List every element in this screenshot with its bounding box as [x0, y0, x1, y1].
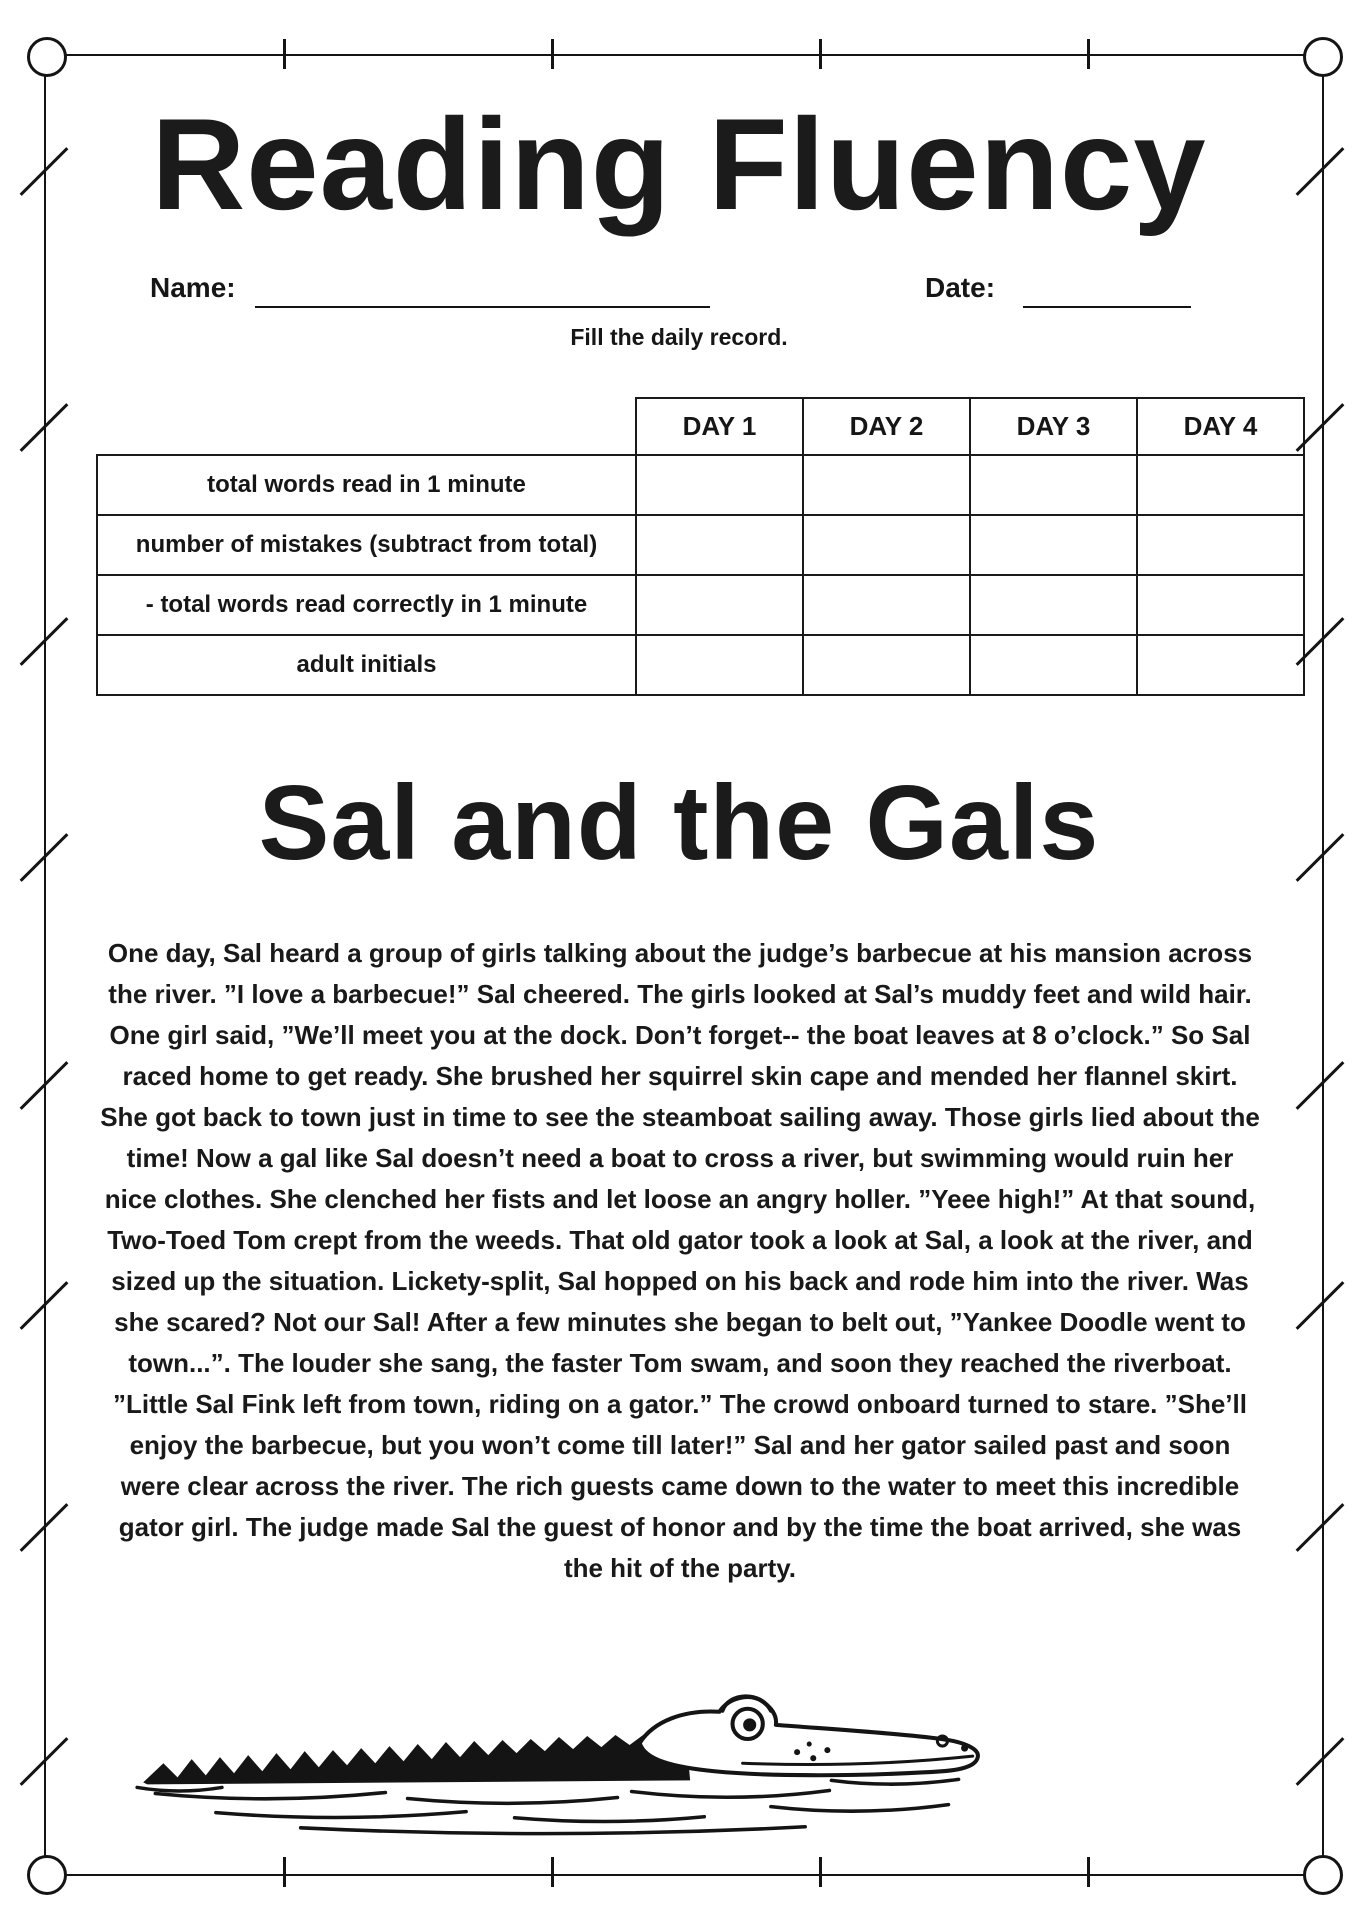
- row-label-adult-initials: adult initials: [97, 635, 636, 695]
- daily-record-table: [96, 397, 1305, 696]
- day-2-header: DAY 2: [803, 398, 970, 455]
- day-3-header: DAY 3: [970, 398, 1137, 455]
- alligator-swimming-icon: [118, 1628, 1008, 1850]
- entry-cell[interactable]: [970, 515, 1137, 575]
- entry-cell[interactable]: [636, 635, 803, 695]
- entry-cell[interactable]: [803, 635, 970, 695]
- entry-cell[interactable]: [970, 635, 1137, 695]
- bottom-tick-mark: [283, 1857, 286, 1887]
- top-tick-mark: [819, 39, 822, 69]
- date-input-line[interactable]: [1023, 306, 1191, 308]
- entry-cell[interactable]: [803, 455, 970, 515]
- bottom-tick-mark: [551, 1857, 554, 1887]
- entry-cell[interactable]: [803, 515, 970, 575]
- entry-cell[interactable]: [970, 455, 1137, 515]
- table-row: [97, 575, 1304, 635]
- name-input-line[interactable]: [255, 306, 710, 308]
- story-text: One day, Sal heard a group of girls talking about the judge’s barbecue at his mansion across the river. ”I love a barbecue!” Sal cheered. The girls looked at Sal’s muddy feet and wild hair. One girl said, ”We’ll meet you at the dock. Don’t forget-- the boat leaves at 8 o’clock.” So Sal raced home to get ready. She brushed her squirrel skin cape and mended her flannel skirt. She got back to town just in time to see the steamboat sailing away. Those girls lied about the time! Now a gal like Sal doesn’t need a boat to cross a river, but swimming would ruin her nice clothes. She clenched her fists and let loose an angry holler. ”Yeee high!” At that sound, Two-Toed Tom crept from the weeds. That old gator took a look at Sal, a look at the river, and sized up the situation. Lickety-split, Sal hopped on his back and rode him into the river. Was she scared? Not our Sal! After a few minutes she began to belt out, ”Yankee Doodle went to town...”. The louder she sang, the faster Tom swam, and soon they reached the riverboat. ”Little Sal Fink left from town, riding on a gator.” The crowd onboard turned to stare. ”She’ll enjoy the barbecue, but you won’t come till later!” Sal and her gator sailed past and soon were clear across the river. The rich guests came down to the water to meet this incredible gator girl. The judge made Sal the guest of honor and by the time the boat arrived, she was the hit of the party.: [100, 938, 1260, 1583]
- entry-cell[interactable]: [1137, 455, 1304, 515]
- entry-cell[interactable]: [970, 575, 1137, 635]
- table-row: [97, 635, 1304, 695]
- table-header-row: [97, 398, 1304, 455]
- top-tick-mark: [1087, 39, 1090, 69]
- page-title: Reading Fluency: [151, 91, 1207, 237]
- date-label: Date:: [925, 272, 996, 303]
- row-label-words-correct: - total words read correctly in 1 minute: [97, 575, 636, 635]
- table-row: [97, 455, 1304, 515]
- instruction-text: Fill the daily record.: [570, 324, 788, 350]
- entry-cell[interactable]: [803, 575, 970, 635]
- corner-circle-bottom-right: [1303, 1855, 1343, 1895]
- day-4-header: DAY 4: [1137, 398, 1304, 455]
- day-1-header: DAY 1: [636, 398, 803, 455]
- entry-cell[interactable]: [1137, 635, 1304, 695]
- row-label-mistakes: number of mistakes (subtract from total): [97, 515, 636, 575]
- corner-circle-bottom-left: [27, 1855, 67, 1895]
- bottom-tick-mark: [1087, 1857, 1090, 1887]
- story-title: Sal and the Gals: [258, 764, 1100, 882]
- entry-cell[interactable]: [636, 515, 803, 575]
- top-tick-mark: [283, 39, 286, 69]
- row-label-total-words: total words read in 1 minute: [97, 455, 636, 515]
- entry-cell[interactable]: [1137, 515, 1304, 575]
- name-label: Name:: [150, 272, 236, 303]
- top-tick-mark: [551, 39, 554, 69]
- corner-circle-top-right: [1303, 37, 1343, 77]
- bottom-tick-mark: [819, 1857, 822, 1887]
- table-row: [97, 515, 1304, 575]
- entry-cell[interactable]: [636, 455, 803, 515]
- table-corner-blank: [97, 398, 636, 455]
- corner-circle-top-left: [27, 37, 67, 77]
- entry-cell[interactable]: [636, 575, 803, 635]
- entry-cell[interactable]: [1137, 575, 1304, 635]
